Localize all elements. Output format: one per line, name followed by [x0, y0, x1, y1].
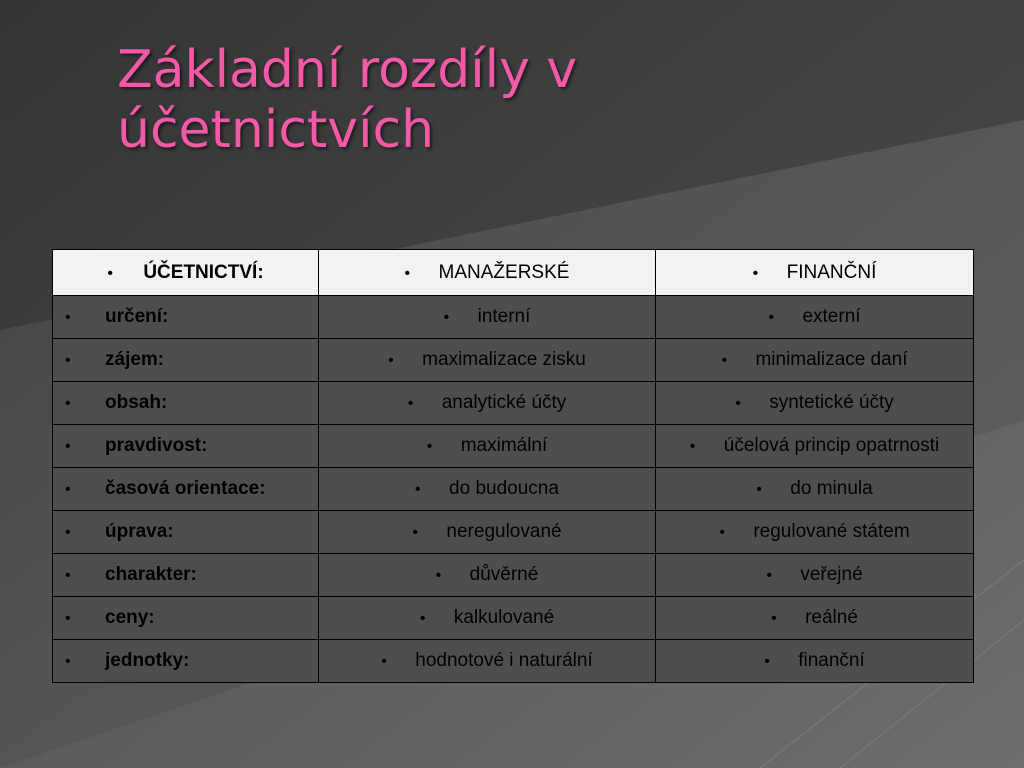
row-label-cell [53, 597, 319, 640]
financial-cell [656, 425, 974, 468]
bullet: • [721, 352, 728, 369]
bullet: • [65, 567, 71, 584]
row-label: zájem: [105, 349, 165, 370]
managerial-value: důvěrné [469, 564, 539, 585]
row-label: pravdivost: [105, 435, 208, 456]
financial-value: finanční [798, 650, 865, 671]
bullet: • [419, 610, 426, 627]
bullet: • [65, 352, 71, 369]
bullet: • [415, 481, 421, 498]
financial-value: syntetické účty [769, 392, 894, 413]
financial-value: regulované státem [753, 521, 910, 542]
bullet: • [65, 395, 71, 412]
header-col2-text: FINANČNÍ [786, 261, 877, 283]
financial-value: externí [802, 306, 861, 327]
financial-cell [656, 339, 974, 382]
bullet: • [756, 481, 762, 498]
slide-title-line-1: Základní rozdíly v [117, 40, 578, 100]
financial-cell [656, 554, 974, 597]
bullet: • [65, 653, 71, 670]
financial-cell [656, 511, 974, 554]
financial-value: veřejné [800, 564, 863, 585]
managerial-cell [319, 597, 656, 640]
header-label-text: ÚČETNICTVÍ: [143, 261, 264, 283]
managerial-cell [319, 382, 656, 425]
bullet: • [735, 395, 741, 412]
managerial-value: neregulované [446, 521, 562, 542]
bullet: • [435, 567, 442, 584]
bullet: • [719, 524, 725, 541]
row-label-cell [53, 296, 319, 339]
table-row [53, 425, 974, 468]
header-cell-accounting [53, 250, 319, 296]
financial-cell [656, 640, 974, 683]
row-label: ceny: [105, 607, 155, 628]
managerial-value: maximální [460, 435, 548, 456]
table-row [53, 339, 974, 382]
managerial-cell [319, 554, 656, 597]
bullet: • [426, 438, 433, 455]
row-label-cell [53, 339, 319, 382]
financial-value: účelová princip opatrnosti [723, 435, 940, 456]
row-label-cell [53, 468, 319, 511]
bullet: • [443, 309, 450, 326]
financial-cell [656, 597, 974, 640]
table-row [53, 382, 974, 425]
bullet: • [65, 524, 71, 541]
table-row [53, 554, 974, 597]
financial-value: minimalizace daní [755, 349, 908, 370]
table-header-row [53, 250, 974, 296]
managerial-value: hodnotové i naturální [415, 650, 593, 671]
bullet: • [65, 309, 71, 326]
managerial-cell [319, 511, 656, 554]
row-label-cell [53, 511, 319, 554]
header-cell-financial [656, 250, 974, 296]
bullet: • [752, 264, 759, 282]
row-label: obsah: [105, 392, 168, 413]
table-row [53, 597, 974, 640]
row-label: časová orientace: [105, 478, 266, 499]
row-label-cell [53, 640, 319, 683]
table-row [53, 468, 974, 511]
row-label: určení: [105, 306, 169, 327]
comparison-table [52, 249, 974, 683]
slide-title-line-2: účetnictvích [117, 100, 435, 160]
bullet: • [407, 395, 414, 412]
bullet: • [65, 481, 71, 498]
header-col1-text: MANAŽERSKÉ [438, 261, 570, 283]
managerial-cell [319, 296, 656, 339]
bullet: • [766, 567, 772, 584]
table-row [53, 640, 974, 683]
table-body [53, 296, 974, 683]
row-label: jednotky: [105, 650, 190, 671]
managerial-value: maximalizace zisku [422, 349, 586, 370]
bullet: • [689, 438, 696, 455]
managerial-value: do budoucna [449, 478, 559, 499]
bullet: • [768, 309, 775, 326]
financial-cell [656, 296, 974, 339]
managerial-cell [319, 468, 656, 511]
managerial-value: kalkulované [453, 607, 555, 628]
financial-value: reálné [805, 607, 858, 628]
row-label: úprava: [105, 521, 174, 542]
bullet: • [381, 653, 387, 670]
managerial-value: analytické účty [441, 392, 567, 413]
table-row [53, 296, 974, 339]
financial-cell [656, 468, 974, 511]
bullet: • [771, 610, 777, 627]
row-label: charakter: [105, 564, 197, 585]
bullet: • [412, 524, 419, 541]
bullet: • [65, 610, 71, 627]
bullet: • [764, 653, 770, 670]
row-label-cell [53, 554, 319, 597]
bullet: • [65, 438, 71, 455]
financial-value: do minula [790, 478, 873, 499]
bullet: • [107, 264, 113, 282]
slide-title [117, 40, 917, 160]
financial-cell [656, 382, 974, 425]
managerial-cell [319, 425, 656, 468]
table-row [53, 511, 974, 554]
managerial-value: interní [477, 306, 531, 327]
row-label-cell [53, 382, 319, 425]
row-label-cell [53, 425, 319, 468]
managerial-cell [319, 339, 656, 382]
header-cell-managerial [319, 250, 656, 296]
managerial-cell [319, 640, 656, 683]
bullet: • [388, 352, 394, 369]
bullet: • [404, 264, 411, 282]
